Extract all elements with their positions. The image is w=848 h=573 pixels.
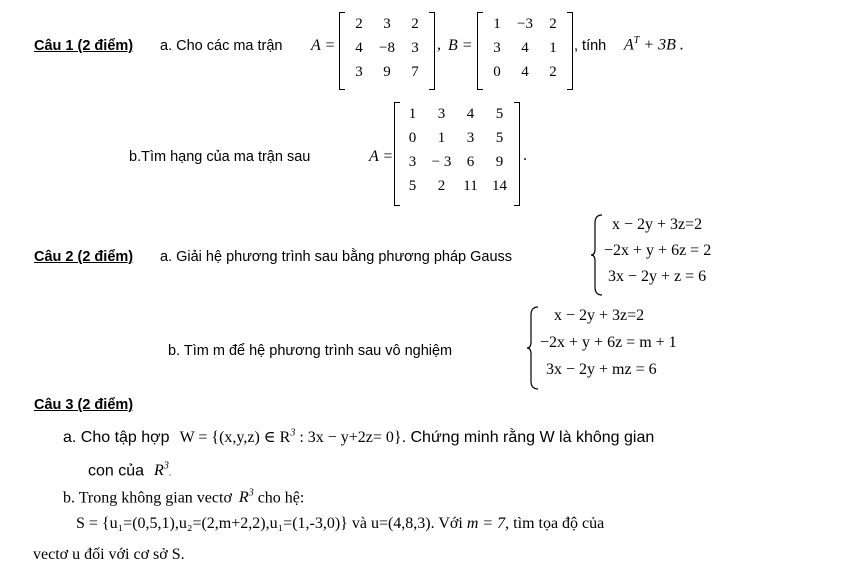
matrix-cell: 3	[493, 40, 501, 56]
equation: −2x + y + 6z = 2	[604, 242, 712, 259]
q1-matrix-b-label: B =	[448, 37, 473, 54]
matrix-cell: 3	[411, 40, 419, 56]
q3-part-b-line1: b. Trong không gian vectơ $R^3$ cho hệ:	[63, 488, 305, 507]
matrix-cell: 14	[492, 178, 507, 194]
matrix-cell: 11	[463, 178, 478, 194]
equation: −2x + y + 6z = m + 1	[540, 334, 677, 351]
matrix-cell: 9	[383, 64, 391, 80]
q1-expression: $A^T + 3B$ .	[624, 35, 684, 54]
matrix-cell: 5	[408, 178, 417, 194]
matrix-cell: 2	[549, 64, 557, 80]
comma: ,	[437, 36, 441, 53]
matrix-cell: 1	[493, 16, 501, 32]
matrix-cell: 0	[493, 64, 501, 80]
period: .	[523, 147, 527, 164]
system-a	[590, 213, 740, 297]
left-brace-icon	[590, 213, 604, 297]
q3-title: Câu 3 (2 điểm)	[34, 397, 134, 413]
equation: 3x − 2y + mz = 6	[546, 361, 657, 378]
matrix-cell: 2	[437, 178, 446, 194]
matrix-cell: 6	[466, 154, 475, 170]
matrix-cell: 3	[383, 16, 391, 32]
matrix-cell: 2	[411, 16, 419, 32]
q1-part-a-text: a. Cho các ma trận	[160, 38, 283, 54]
equation: 3x − 2y + z = 6	[608, 268, 707, 285]
equation: x − 2y + 3z=2	[554, 307, 645, 324]
matrix-b	[477, 12, 573, 90]
matrix-cell: −8	[379, 40, 395, 56]
matrix-c	[394, 102, 520, 206]
matrix-cell: 3	[355, 64, 363, 80]
q2-part-b-text: b. Tìm m để hệ phương trình sau vô nghiệm	[168, 343, 453, 359]
q3-part-b-line3: vectơ u đối với cơ sở S.	[33, 546, 185, 563]
matrix-cell: 0	[408, 130, 417, 146]
matrix-cell: 9	[495, 154, 504, 170]
matrix-cell: 7	[411, 64, 419, 80]
matrix-cell: 5	[495, 106, 504, 122]
left-brace-icon	[526, 305, 540, 391]
equation: x − 2y + 3z=2	[612, 216, 703, 233]
matrix-cell: − 3	[431, 154, 452, 170]
matrix-cell: 1	[549, 40, 557, 56]
q1-matrix-c-label: A =	[369, 148, 394, 165]
matrix-cell: 2	[355, 16, 363, 32]
matrix-cell: 3	[408, 154, 417, 170]
q3-part-b-line2: S = {u₁=(0,5,1),u₂=(2,m+2,2),u₁=(1,-3,0)} và u=(4,8,3). Với m = 7, tìm tọa độ của	[76, 515, 605, 532]
matrix-cell: 4	[521, 40, 529, 56]
matrix-cell: 5	[495, 130, 504, 146]
q1-compute-text: , tính	[574, 38, 607, 54]
matrix-cell: 1	[408, 106, 417, 122]
q1-title: Câu 1 (2 điểm)	[34, 38, 134, 54]
matrix-cell: 3	[437, 106, 446, 122]
q2-part-a-text: a. Giải hệ phương trình sau bằng phương pháp Gauss	[160, 249, 513, 265]
matrix-cell: 3	[466, 130, 475, 146]
q1-matrix-a-label: A =	[311, 37, 336, 54]
matrix-cell: −3	[517, 16, 533, 32]
system-b	[526, 305, 706, 391]
matrix-cell: 1	[437, 130, 446, 146]
matrix-cell: 2	[549, 16, 557, 32]
q2-title: Câu 2 (2 điểm)	[34, 249, 134, 265]
matrix-a	[339, 12, 435, 90]
matrix-cell: 4	[521, 64, 529, 80]
matrix-cell: 4	[466, 106, 475, 122]
matrix-cell: 4	[355, 40, 363, 56]
q3-part-a-line1: a. Cho tập hợp W = {(x,y,z) ∈ $R^3$ : 3x − y+2z= 0}. Chứng minh rằng W là không gian	[63, 427, 655, 446]
q1-part-b-text: b.Tìm hạng của ma trận sau	[129, 149, 311, 165]
q3-part-a-line2: con của $R^3$.	[88, 461, 172, 480]
